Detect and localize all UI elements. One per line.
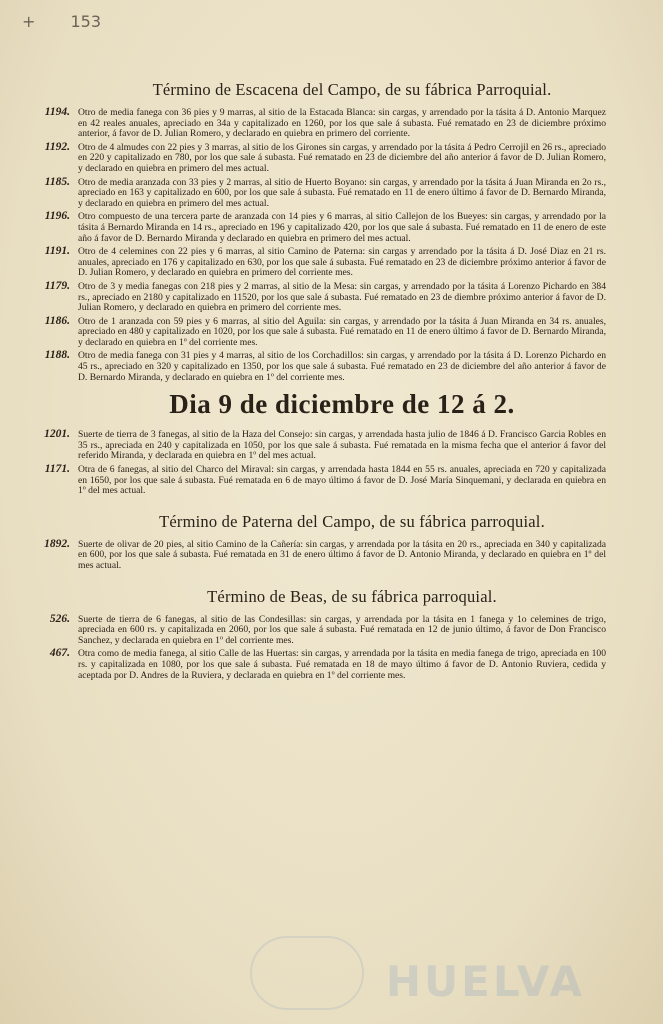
entry-text: Otro de media aranzada con 33 pies y 2 marras, al sitio de Huerto Boyano: sin cargas, y arrendado por la tásita á Juan Miranda en 2o rs., apreciado en 163 y capitalizado en 600, por los que sale á subasta. Fué rematado en 11 de enero último á favor de D. Bernardo Miranda, y declarado en quiebra en primero del mes actual. [78,176,606,209]
entry-467 [49,647,606,681]
entry-number: 467. [49,647,70,660]
entry-1171 [44,463,606,497]
entry-number: 1201. [44,428,70,441]
entry-number: 1185. [44,175,70,188]
entry-number: 1194. [44,106,70,118]
entry-1179 [44,279,606,314]
entry-text: Otro de media fanega con 31 pies y 4 marras, al sitio de los Corchadillos: sin cargas, y arrendado por la tásita á D. Lorenzo Pichardo en 45 rs., apreciado en 320 y capitalizado en 1350, por los que sale á subasta. Fué rematado en 23 de diciembre del año anterior á favor de D. Bernardo Miranda, y declarado en quiebra en 1º del corriente mes. [78,350,606,383]
entry-1188 [44,349,606,383]
entry-1196 [44,210,606,244]
entry-number: 1196. [44,210,70,223]
entry-1186 [44,314,606,349]
entry-text: Otro compuesto de una tercera parte de aranzada con 14 pies y 6 marras, al sitio Callejon de los Bueyes: sin cargas, y arrendado por la tásita á Bernardo Miranda en 14 rs., apreciado en 196 y capitalizado 420, por los que sale á subasta. Fué rematado en 11 de enero de este año á favor de D. Bernardo Miranda y declarado en quiebra en primero del mes actual. [78,211,606,244]
entry-text: Suerte de olivar de 20 pies, al sitio Camino de la Cañería: sin cargas, y arrendada por la tásita en 20 rs., apreciada en 340 y capitalizada en 600, por los que sale á subasta. Fué rematada en 31 de enero último á favor de D. Antonio Miranda, y declarado en quiebra en 1º del mes actual. [78,538,606,571]
entry-number: 1892. [44,537,70,550]
entry-1892 [44,537,606,572]
entry-text: Otra como de media fanega, al sitio Calle de las Huertas: sin cargas, y arrendada por la tásita en media fanega de trigo, apreciada en 100 rs. y capitalizada en 1080, por los que sale á subasta. Fué rematada en 18 de mayo último á favor de D. Antonio Ruviera, cedida y aceptada por D. Andres de la Ruviera, y declarada en quiebra en 1º del corriente mes. [78,648,606,681]
entry-526 [49,612,606,647]
margin-notes [22,12,131,31]
entry-number: 1186. [44,314,70,327]
entry-number: 1171. [44,463,70,476]
entry-text: Otro de 4 almudes con 22 pies y 3 marras, al sitio de los Girones sin cargas, y arrendado por la tásita á Pedro Cerrojil en 26 rs., apreciado en 220 y capitalizado en 780, por los que sale á subasta. Fué rematado en 23 de diciembre del año anterior á favor de D. Julian Romero, y declarado en quiebra en primero del mes actual. [78,141,606,174]
margin-note-number: 153 [70,12,102,31]
entry-1201 [44,428,606,462]
entry-number: 1191. [44,245,70,258]
entry-1185 [44,175,606,210]
entry-number: 526. [49,612,70,625]
entry-1192 [44,140,606,175]
entry-text: Otro de 4 celemines con 22 pies y 6 marras, al sitio Camino de Paterna: sin cargas y arrendado por la tásita á D. José Diaz en 21 rs. anuales, apreciado en 176 y capitalizado en 630, por los que sale á subasta. Fué rematado en 23 de diciembre próximo anterior á favor de D. Julian Romero, y declarado en quiebra en primero del corriente mes. [78,246,606,279]
entry-text: Otro de media fanega con 36 pies y 9 marras, al sitio de la Estacada Blanca: sin cargas, y arrendado por la tásita á D. Antonio Marquez en 42 reales anuales, apreciado en 34a y capitalizado en 1260, por los que sale á subasta. Fué rematado en 23 de diciembre próximo anterior, á favor de D. Julian Romero, y declarado en quiebra en primero del corriente. [78,107,606,140]
entry-text: Otra de 6 fanegas, al sitio del Charco del Miraval: sin cargas, y arrendada hasta 1844 en 55 rs. anuales, apreciada en 720 y capitalizada en 1650, por los que sale á subasta. Fué rematada en 6 de mayo último á favor de D. José María Sinquemani, y declarada en quiebra en 1º del mes actual. [78,464,606,497]
section-title-escacena: Término de Escacena del Campo, de su fábrica Parroquial. [152,80,552,99]
entry-text: Suerte de tierra de 6 fanegas, al sitio de las Condesillas: sin cargas, y arrendada por la tásita en 1 fanega y 1o celemines de trigo, apreciada en 600 rs. y capitalizada en 2060, por los que sale á subasta. Fué rematada en 12 de junio último, á favor de Don Francisco Sanchez, y declarada en quiebra en 1º del corriente mes. [78,613,606,646]
section-title-beas: Término de Beas, de su fábrica parroquial. [207,586,497,606]
entry-text: Otro de 3 y media fanegas con 218 pies y 2 marras, al sitio de la Mesa: sin cargas, y arrendado por la tásita á Lorenzo Pichardo en 384 rs., apreciado en 2180 y capitalizado en 11520, por los que sale á subasta. Fué rematado en 23 de diembre próximo anterior á favor de D. Julian Romero, y declarado en quiebra en primero del corriente mes. [78,280,606,314]
section-title-paterna: Término de Paterna del Campo, de su fábrica parroquial. [159,511,545,531]
entry-number: 1188. [44,349,70,362]
document-body [44,80,606,684]
entry-number: 1179. [44,279,70,292]
watermark: HUELVA [385,957,585,1006]
watermark-emblem-icon [250,936,364,1010]
entry-1191 [44,245,606,279]
entry-text: Otro de 1 aranzada con 59 pies y 6 marras, al sitio del Aguila: sin cargas, y arrendado por la tásita á Juan Miranda en 34 rs. anuales, apreciado en 480 y capitalizado en 1020, por los que sale á subasta. Fué rematado en 11 de enero último á favor de D. Bernardo Miranda, y declarado en quiebra en 1º del corriente mes. [78,315,606,348]
date-heading: Dia 9 de diciembre de 12 á 2. [169,389,515,420]
entry-number: 1192. [44,140,70,153]
margin-note-plus: + [22,12,36,31]
entry-1194 [44,106,606,140]
entry-text: Suerte de tierra de 3 fanegas, al sitio de la Haza del Consejo: sin cargas, y arrendada hasta julio de 1846 á D. Francisco Garcia Robles en 35 rs., apreciada en 240 y capitalizada en 1050, por los que sale á subasta. Fué rematada en la misma fecha que el anterior á favor del referido Miranda, y declarada en quiebra en 1º del mes actual. [78,429,606,462]
